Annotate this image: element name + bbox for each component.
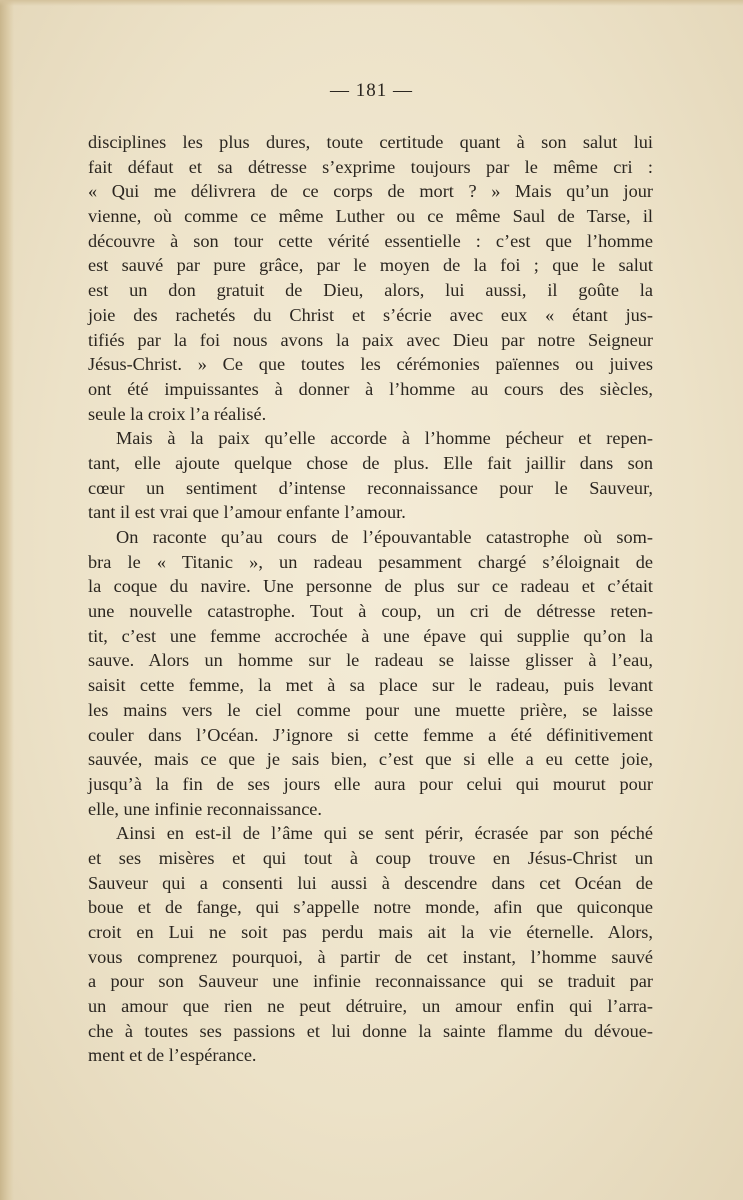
text-line: boue et de fange, qui s’appelle notre monde, afin que quiconque [88,897,653,918]
text-line: seule la croix l’a réalisé. [88,403,267,424]
text-line: une nouvelle catastrophe. Tout à coup, un cri de détresse reten- [88,601,653,622]
text-line: ment et de l’espérance. [88,1045,257,1066]
text-line: disciplines les plus dures, toute certitude quant à son salut lui [88,132,653,152]
text-line: sauve. Alors un homme sur le radeau se laisse glisser à l’eau, [88,650,653,671]
text-line: les mains vers le ciel comme pour une muette prière, se laisse [88,699,653,720]
paragraph [88,130,653,426]
paragraph [88,525,653,821]
text-line: cœur un sentiment d’intense reconnaissance pour le Sauveur, [88,477,653,498]
text-line: sauvée, mais ce que je sais bien, c’est que si elle a eu cette joie, [88,749,653,770]
text-line: croit en Lui ne soit pas perdu mais ait la vie éternelle. Alors, [88,922,653,942]
text-line: Jésus-Christ. » Ce que toutes les cérémonies païennes ou juives [88,354,653,375]
text-line: couler dans l’Océan. J’ignore si cette femme a été définitivement [88,724,653,745]
text-line: tant, elle ajoute quelque chose de plus. Elle fait jaillir dans son [88,452,653,473]
page-top-edge [0,0,743,6]
text-line: saisit cette femme, la met à sa place sur le radeau, puis levant [88,675,653,696]
text-line: jusqu’à la fin de ses jours elle aura pour celui qui mourut pour [88,773,653,794]
paragraph [88,426,653,525]
page-binding-edge [0,0,14,1200]
text-line: découvre à son tour cette vérité essentielle : c’est que l’homme [88,230,653,251]
text-line: et ses misères et qui tout à coup trouve en Jésus-Christ un [88,847,653,868]
text-line: Ainsi en est-il de l’âme qui se sent périr, écrasée par son péché [116,823,653,844]
text-line: On raconte qu’au cours de l’épouvantable catastrophe où som- [116,527,653,547]
text-line: bra le « Titanic », un radeau pesamment chargé s’éloignait de [88,551,653,572]
text-line: vous comprenez pourquoi, à partir de cet instant, l’homme sauvé [88,946,653,967]
text-line: elle, une infinie reconnaissance. [88,798,322,819]
text-line: fait défaut et sa détresse s’exprime toujours par le même cri : [88,156,653,177]
text-line: ont été impuissantes à donner à l’homme au cours des siècles, [88,378,653,399]
page-number: — 181 — [330,80,413,101]
text-line: Mais à la paix qu’elle accorde à l’homme pécheur et repen- [116,428,653,449]
text-line: est un don gratuit de Dieu, alors, lui aussi, il goûte la [88,280,653,301]
text-line: « Qui me délivrera de ce corps de mort ? » Mais qu’un jour [88,181,653,202]
text-line: che à toutes ses passions et lui donne la sainte flamme du dévoue- [88,1020,653,1041]
text-line: Sauveur qui a consenti lui aussi à descendre dans cet Océan de [88,872,653,893]
text-line: tit, c’est une femme accrochée à une épave qui supplie qu’on la [88,625,653,646]
text-line: tant il est vrai que l’amour enfante l’amour. [88,502,406,523]
text-line: joie des rachetés du Christ et s’écrie avec eux « étant jus- [88,304,653,325]
body-text [88,130,653,1068]
text-line: vienne, où comme ce même Luther ou ce même Saul de Tarse, il [88,206,653,227]
text-line: un amour que rien ne peut détruire, un amour enfin qui l’arra- [88,996,653,1017]
text-line: est sauvé par pure grâce, par le moyen de la foi ; que le salut [88,255,653,276]
text-line: la coque du navire. Une personne de plus sur ce radeau et c’était [88,576,653,597]
paragraph [88,821,653,1068]
text-line: a pour son Sauveur une infinie reconnaissance qui se traduit par [88,971,653,992]
text-line: tifiés par la foi nous avons la paix avec Dieu par notre Seigneur [88,329,653,350]
